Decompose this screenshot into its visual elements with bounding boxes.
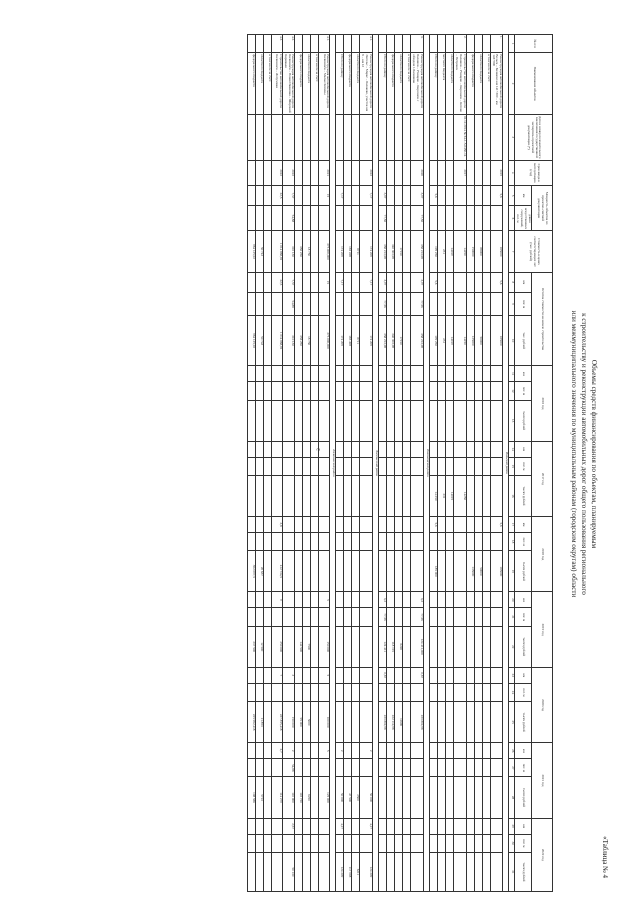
row-length: 54,88 xyxy=(282,206,295,231)
column-number: 14 xyxy=(509,441,515,457)
row-2019-cost: 124 411,000 xyxy=(411,626,424,667)
page-number: 2 xyxy=(316,448,322,451)
column-number: 9 xyxy=(509,293,515,316)
column-number: 17 xyxy=(509,517,515,533)
header-2022-km: км xyxy=(515,818,532,834)
table-row xyxy=(411,35,424,892)
column-number: 3 xyxy=(509,114,515,160)
row-term: 2021 xyxy=(319,160,330,185)
header-2016-m: пог. м xyxy=(515,382,532,400)
header-2019-km: км xyxy=(515,592,532,608)
section-row xyxy=(330,35,336,892)
column-number: 22 xyxy=(509,626,515,667)
row-name: Реконструкция автомобильной дороги Вольск – Балаково км 141+300 – км 146+900 xyxy=(490,53,503,115)
row-remaining-cost: 310 130 xyxy=(282,315,295,365)
column-number: 2 xyxy=(509,53,515,115)
header-year-2016: 2016 год xyxy=(532,366,553,441)
row-2019-cost: 118 191 xyxy=(387,626,395,667)
table-row xyxy=(453,35,466,892)
row-2018-cost: 50000 xyxy=(474,551,482,592)
row-remaining-km: 3,97 xyxy=(379,272,387,293)
header-2019-m: пог. м xyxy=(515,608,532,626)
header-capacity: Мощность объектов по проектно-сметной документации xyxy=(532,185,553,231)
section-row xyxy=(423,35,429,892)
title-line-3: или межмуниципального значения по муниципальным районам (городским округам) области xyxy=(570,310,578,598)
section-row xyxy=(503,35,509,892)
row-2020-cost: 233 802,98 xyxy=(379,702,387,743)
row-remaining-cost: 17910 xyxy=(395,315,403,365)
row-remaining-cost: 8711 xyxy=(352,315,360,365)
row-2018-cost: 185000 xyxy=(490,551,503,592)
row-2019-km: 3,3 xyxy=(411,592,424,608)
title-line-2: к строительству и реконструкции автомобильных дорог общего пользования регионального xyxy=(580,313,588,595)
row-cost: 8711 xyxy=(352,231,360,272)
table-row xyxy=(482,35,490,892)
header-year-2022: 2022 год xyxy=(532,818,553,891)
row-num: 4.3. xyxy=(271,35,282,53)
row-term: 2019 xyxy=(490,160,503,185)
row-2021-km: 2 xyxy=(336,743,344,759)
annex-label: «Таблица № 4 xyxy=(601,836,609,878)
row-remaining-cost: 199 250 xyxy=(429,315,437,365)
row-name: Строительство автомобильной дороги Калининск – Лопуховка xyxy=(271,53,282,115)
table-row xyxy=(263,35,271,892)
row-km: 15 xyxy=(319,185,330,206)
table-row xyxy=(474,35,482,892)
column-number: 30 xyxy=(509,834,515,852)
row-remaining-km: 3,97 xyxy=(411,272,424,293)
header-2019-cost: тысяч рублей xyxy=(515,626,532,667)
row-2017-cost: 14250 xyxy=(453,475,466,516)
row-remaining-cost: 174 209 xyxy=(336,315,344,365)
row-name: федерального бюджета xyxy=(466,53,474,115)
row-cost: 165 498 xyxy=(344,231,352,272)
row-length: 77,56 xyxy=(379,206,387,231)
column-number: 7 xyxy=(509,231,515,272)
header-remaining-cost: тыс. рублей xyxy=(515,315,532,365)
column-number: 23 xyxy=(509,667,515,683)
row-2019-km: 9 xyxy=(271,592,282,608)
row-term: 2017 xyxy=(453,160,466,185)
row-doc: 02.12.2014 № 64-1-5-0450-14 xyxy=(453,114,466,160)
row-2020-km: 3 xyxy=(282,667,295,683)
row-remaining-cost: 358 213,98 xyxy=(411,315,424,365)
row-doc xyxy=(490,114,503,160)
table-row xyxy=(395,35,403,892)
row-remaining-cost: 14250 xyxy=(453,315,466,365)
row-2020-cost: 95 000 xyxy=(295,702,303,743)
column-number: 28 xyxy=(509,777,515,818)
header-capacity-km: км xyxy=(515,185,532,206)
row-name: Реконструкция автомобильной дороги Калининск – Новая Ивановка – Широкий Карамыш xyxy=(283,54,296,113)
row-name: Строительство автомобильной дороги Балашов – Ртищево – Кирсанов – Котово – Петровск xyxy=(453,53,466,115)
row-cost: 50 743 xyxy=(255,231,263,272)
table-row xyxy=(360,35,373,892)
column-number: 5 xyxy=(509,185,515,206)
row-name: в том числе за счет: xyxy=(482,53,490,115)
column-numbers-row xyxy=(509,35,515,892)
row-2018-cost: 412 734,5 xyxy=(271,551,282,592)
row-2021-cost: 5713 xyxy=(255,777,263,818)
row-remaining-cost: 358 213,98 xyxy=(379,315,387,365)
row-2017-cost: 231 xyxy=(437,475,445,516)
row-2021-cost: 47 500 xyxy=(344,777,352,818)
row-2021-km: 5 xyxy=(319,743,330,759)
row-remaining-cost: 964 125,92 xyxy=(247,315,255,365)
total-row xyxy=(336,35,344,892)
row-name: Итого по району xyxy=(336,53,344,115)
row-cost: 18 750 xyxy=(303,231,311,272)
row-2020-cost: 150 000 xyxy=(282,702,295,743)
row-cost: 88000 xyxy=(474,231,482,272)
header-capacity-length: длина искусственных сооружений, пог. м xyxy=(516,207,532,229)
header-2017-cost: тысяч рублей xyxy=(515,475,532,516)
row-2022-km: 2,57 xyxy=(282,818,295,834)
row-name: областного бюджета xyxy=(352,53,360,115)
header-year-2017: 2017 год xyxy=(532,441,553,516)
row-cost: 14019 xyxy=(445,231,453,272)
row-name: федерального бюджета xyxy=(247,53,255,115)
table-row xyxy=(247,35,255,892)
row-2019-cost: 142 500 xyxy=(295,626,303,667)
table-row xyxy=(282,35,295,892)
row-remaining-km: 5,6 xyxy=(490,272,503,293)
column-number: 25 xyxy=(509,702,515,743)
column-number: 16 xyxy=(509,475,515,516)
row-remaining-cost: 185000 xyxy=(490,315,503,365)
row-km: 5,6 xyxy=(490,185,503,206)
row-km: 7,17 xyxy=(336,185,344,206)
row-term: 2022 xyxy=(282,160,295,185)
section-title: Калининский район xyxy=(330,35,336,892)
row-2018-km: 3,8 xyxy=(271,517,282,533)
row-2022-cost: 50 130 xyxy=(282,852,295,891)
row-2021-cost: 118 750 xyxy=(295,777,303,818)
row-remaining-cost: 135000 xyxy=(466,315,474,365)
row-2020-cost: 100 000 xyxy=(319,702,330,743)
row-name: местного бюджета xyxy=(437,53,445,115)
header-2018-km: км xyxy=(515,517,532,533)
row-2019-m: 77,56 xyxy=(379,608,387,626)
row-name: Итого по району xyxy=(429,53,437,115)
row-cost: 375 000,000 xyxy=(319,231,330,272)
row-2019-cost: 12 500 xyxy=(255,626,263,667)
row-num: 4.1. xyxy=(319,35,330,53)
column-number: 15 xyxy=(509,457,515,475)
row-2019-km: 5 xyxy=(319,592,330,608)
row-remaining-cost: 14019 xyxy=(445,315,453,365)
header-2021-cost: тысяч рублей xyxy=(515,777,532,818)
column-number: 11 xyxy=(509,366,515,382)
row-2020-km: 5 xyxy=(319,667,330,683)
row-2018-cost: 135000 xyxy=(466,551,474,592)
row-term: 2020 xyxy=(411,160,424,185)
row-2017-cost: 14 250 xyxy=(429,475,437,516)
row-remaining-m xyxy=(490,293,503,316)
row-2019-km: 3,3 xyxy=(379,592,387,608)
row-2019-cost: 250 000 xyxy=(271,626,282,667)
column-number: 18 xyxy=(509,533,515,551)
total-row xyxy=(429,35,437,892)
row-2021-cost: 50 000 xyxy=(360,777,373,818)
column-number: 13 xyxy=(509,400,515,441)
row-2020-km: 0,67 xyxy=(411,667,424,683)
row-remaining-cost: 165 498 xyxy=(344,315,352,365)
table-row xyxy=(319,35,330,892)
row-2018-km: 5,6 xyxy=(429,517,437,533)
row-2020-cost: 237 855,418 xyxy=(271,702,282,743)
column-number: 1 xyxy=(509,35,515,53)
financing-table xyxy=(247,34,553,892)
row-cost: 340 303,98 xyxy=(387,231,395,272)
row-2018-cost: 20 637 xyxy=(255,551,263,592)
header-year-2020: 2020 год xyxy=(532,667,553,742)
header-cost: Стоимость в ценах соответствующих лет (тыс. рублей) xyxy=(515,231,553,272)
table-row xyxy=(445,35,453,892)
row-2021-cost: 2500 xyxy=(352,777,360,818)
row-remaining-cost: 231 xyxy=(437,315,445,365)
column-number: 29 xyxy=(509,818,515,834)
row-cost: 174 209 xyxy=(336,231,344,272)
table-row xyxy=(437,35,445,892)
row-2017-cost: 14019 xyxy=(445,475,453,516)
header-doc: Дата и номер положительного заключения государственной экспертизы проектной документации (*) xyxy=(515,114,553,160)
section-title: Энгельсский район xyxy=(373,35,379,892)
row-2022-km: 4,17 xyxy=(336,818,344,834)
row-2020-km: 7 xyxy=(271,667,282,683)
row-remaining-cost: 356 250 xyxy=(295,315,303,365)
row-term: 2022 xyxy=(360,160,373,185)
row-remaining-cost: 50000 xyxy=(474,315,482,365)
header-2020-cost: тысяч рублей xyxy=(515,702,532,743)
row-cost: 174 209 xyxy=(360,231,373,272)
row-remaining-cost: 174 209 xyxy=(360,315,373,365)
row-name: федерального бюджета xyxy=(387,53,395,115)
title-line-1: Объемы средств финансирования по объектам, планируемым xyxy=(590,359,598,549)
row-length xyxy=(490,206,503,231)
document-title xyxy=(569,16,599,892)
row-cost: 150000 xyxy=(466,231,474,272)
section-title: Вольский район xyxy=(503,35,509,892)
row-name: Итого по району xyxy=(379,53,387,115)
table-row xyxy=(403,35,411,892)
table-row xyxy=(352,35,360,892)
row-2020-cost: 11690 xyxy=(395,702,403,743)
header-2018-cost: тысяч рублей xyxy=(515,551,532,592)
row-2021-cost: 110 000 xyxy=(282,777,295,818)
row-remaining-km: 22,5 xyxy=(271,272,282,293)
table-row xyxy=(271,35,282,892)
row-km: 7,17 xyxy=(360,185,373,206)
row-remaining-km: 7,17 xyxy=(336,272,344,293)
header-2021-km: км xyxy=(515,743,532,759)
row-cost: 310 130 xyxy=(282,231,295,272)
row-name: федерального бюджета xyxy=(295,53,303,115)
row-2020-km: 0,67 xyxy=(379,667,387,683)
row-term: 2022 xyxy=(271,160,282,185)
row-remaining-km: 5,6 xyxy=(429,272,437,293)
column-number: 26 xyxy=(509,743,515,759)
table-row xyxy=(490,35,503,892)
header-remaining: Остаток стоимости на начало строительства xyxy=(532,272,553,366)
row-2021-km: 2 xyxy=(360,743,373,759)
header-year-2018: 2018 год xyxy=(532,517,553,592)
row-2021-cost: 108 566 xyxy=(247,777,255,818)
row-name: в том числе за счет: xyxy=(403,53,411,115)
row-remaining-km: 7,17 xyxy=(360,272,373,293)
row-km: 7,57 xyxy=(282,185,295,206)
row-name: областного бюджета xyxy=(303,53,311,115)
row-remaining-cost: 340 303,98 xyxy=(387,315,395,365)
row-2022-cost: 117 998 xyxy=(344,852,352,891)
row-2022-km: 4,17 xyxy=(360,818,373,834)
row-km: 3,97 xyxy=(379,185,387,206)
row-name: областного бюджета xyxy=(474,53,482,115)
row-cost: 14250 xyxy=(453,231,466,272)
header-2017-km: км xyxy=(515,441,532,457)
row-num: 2. xyxy=(453,35,466,53)
header-2016-cost: тысяч рублей xyxy=(515,400,532,441)
row-length: 77,56 xyxy=(411,206,424,231)
header-year-2019: 2019 год xyxy=(532,592,553,667)
row-name: областного бюджета xyxy=(395,53,403,115)
row-remaining-cost: 1 014 868,92 xyxy=(271,315,282,365)
row-km: 5,6 xyxy=(429,185,437,206)
column-number: 20 xyxy=(509,592,515,608)
row-2021-cost: 50 000 xyxy=(336,777,344,818)
row-km: 22,5 xyxy=(271,185,282,206)
column-number: 19 xyxy=(509,551,515,592)
column-number: 27 xyxy=(509,759,515,777)
row-cost: 358 213,98 xyxy=(379,231,387,272)
total-row xyxy=(379,35,387,892)
row-cost: 17910 xyxy=(395,231,403,272)
row-2019-cost: 150 000 xyxy=(319,626,330,667)
row-2020-cost: 5000 xyxy=(303,702,311,743)
row-2021-cost: 125 000 xyxy=(319,777,330,818)
row-name: Реконструкция автомобильной дороги Калининск – Малые Копены xyxy=(319,53,330,115)
row-2021-km: 2 xyxy=(282,743,295,759)
column-number: 4 xyxy=(509,160,515,185)
column-number: 31 xyxy=(509,852,515,891)
row-cost: 199 250 xyxy=(429,231,437,272)
row-2019-cost: 237 500 xyxy=(247,626,255,667)
row-2018-cost: 185 000 xyxy=(429,551,437,592)
row-remaining-m: 77,56 xyxy=(379,293,387,316)
row-2018-km: 5,6 xyxy=(490,517,503,533)
row-remaining-cost: 375 000,000 xyxy=(319,315,330,365)
section-row xyxy=(373,35,379,892)
row-remaining-cost: 18 750 xyxy=(303,315,311,365)
row-cost: 231 xyxy=(437,231,445,272)
header-num: № п/п xyxy=(515,35,553,53)
row-2021-cost: 6250 xyxy=(303,777,311,818)
row-2020-cost: 222 112,98 xyxy=(387,702,395,743)
column-number: 12 xyxy=(509,382,515,400)
row-2019-m: 77,56 xyxy=(411,608,424,626)
row-num: 4.1. xyxy=(360,35,373,53)
row-num: 4.2. xyxy=(282,35,295,53)
row-2022-cost: 6211 xyxy=(352,852,360,891)
row-2021-m: 54,88 xyxy=(282,759,295,777)
row-2019-cost: 124 411 xyxy=(379,626,387,667)
header-2016-km: км xyxy=(515,366,532,382)
table-row xyxy=(344,35,352,892)
row-name: в том числе за счет: xyxy=(311,53,319,115)
row-cost: 1 014 868,92 xyxy=(271,231,282,272)
header-term: Срок ввода в эксплуатацию (год) xyxy=(515,160,553,185)
header-2021-m: пог. м xyxy=(515,759,532,777)
row-cost: 964 125,92 xyxy=(247,231,255,272)
header-2020-km: км xyxy=(515,667,532,683)
row-remaining-km: 7,57 xyxy=(282,272,295,293)
header-2017-m: пог. м xyxy=(515,457,532,475)
row-remaining-m: 77,56 xyxy=(411,293,424,316)
row-name: Реконструкция автомобильной дороги Энгельс – Маркс – Балаково, участок км 6 – км 12 xyxy=(360,53,373,115)
row-name: в том числе за счет: xyxy=(263,53,271,115)
row-num: 3. xyxy=(411,35,424,53)
column-number: 24 xyxy=(509,683,515,701)
header-year-2021: 2021 год xyxy=(532,743,553,818)
row-2020-cost: 233 802,98 xyxy=(411,702,424,743)
table-row xyxy=(311,35,319,892)
row-name: областного бюджета xyxy=(255,53,263,115)
row-name: федерального бюджета xyxy=(344,53,352,115)
column-number: 10 xyxy=(509,315,515,365)
row-2022-cost: 124 209 xyxy=(336,852,344,891)
row-2019-cost: 7500 xyxy=(303,626,311,667)
header-remaining-km: км xyxy=(515,272,532,293)
row-2020-cost: 11 893 xyxy=(255,702,263,743)
row-cost: 358 213,98 xyxy=(411,231,424,272)
header-name: Наименование объектов xyxy=(515,53,553,115)
row-remaining-cost: 50 743 xyxy=(255,315,263,365)
row-2022-cost: 124 209 xyxy=(360,852,373,891)
row-2021-cost: 114 279 xyxy=(271,777,282,818)
section-title: Балашовский район xyxy=(423,35,429,892)
column-number: 8 xyxy=(509,272,515,293)
row-2018-cost: 392 097,5 xyxy=(247,551,255,592)
table-row xyxy=(255,35,263,892)
table-row xyxy=(295,35,303,892)
header-2022-cost: тысяч рублей xyxy=(515,852,532,891)
header-remaining-m: пог. м xyxy=(515,293,532,316)
header-2020-m: пог. м xyxy=(515,683,532,701)
row-km: 3,97 xyxy=(411,185,424,206)
row-cost: 185000 xyxy=(490,231,503,272)
row-2019-cost: 6220 xyxy=(395,626,403,667)
rotated-page xyxy=(101,16,631,892)
table-row xyxy=(303,35,311,892)
table-row xyxy=(387,35,395,892)
header-2018-m: пог. м xyxy=(515,533,532,551)
row-name: Реконструкция автомобильной дороги Балашов – Ртищево – Кирсанов с обходом г. Балашова xyxy=(411,53,424,115)
landscape-sheet xyxy=(101,16,631,892)
header-2022-m: пог. м xyxy=(515,834,532,852)
row-2020-cost: 225 962,418 xyxy=(247,702,255,743)
row-cost: 356 250 xyxy=(295,231,303,272)
column-number: 6 xyxy=(509,206,515,231)
row-remaining-m: 54,88 xyxy=(282,293,295,316)
row-2021-km: 2,7 xyxy=(271,743,282,759)
row-remaining-km: 15 xyxy=(319,272,330,293)
table-row xyxy=(466,35,474,892)
column-number: 21 xyxy=(509,608,515,626)
row-name: областного бюджета xyxy=(445,53,453,115)
row-num: 1. xyxy=(490,35,503,53)
